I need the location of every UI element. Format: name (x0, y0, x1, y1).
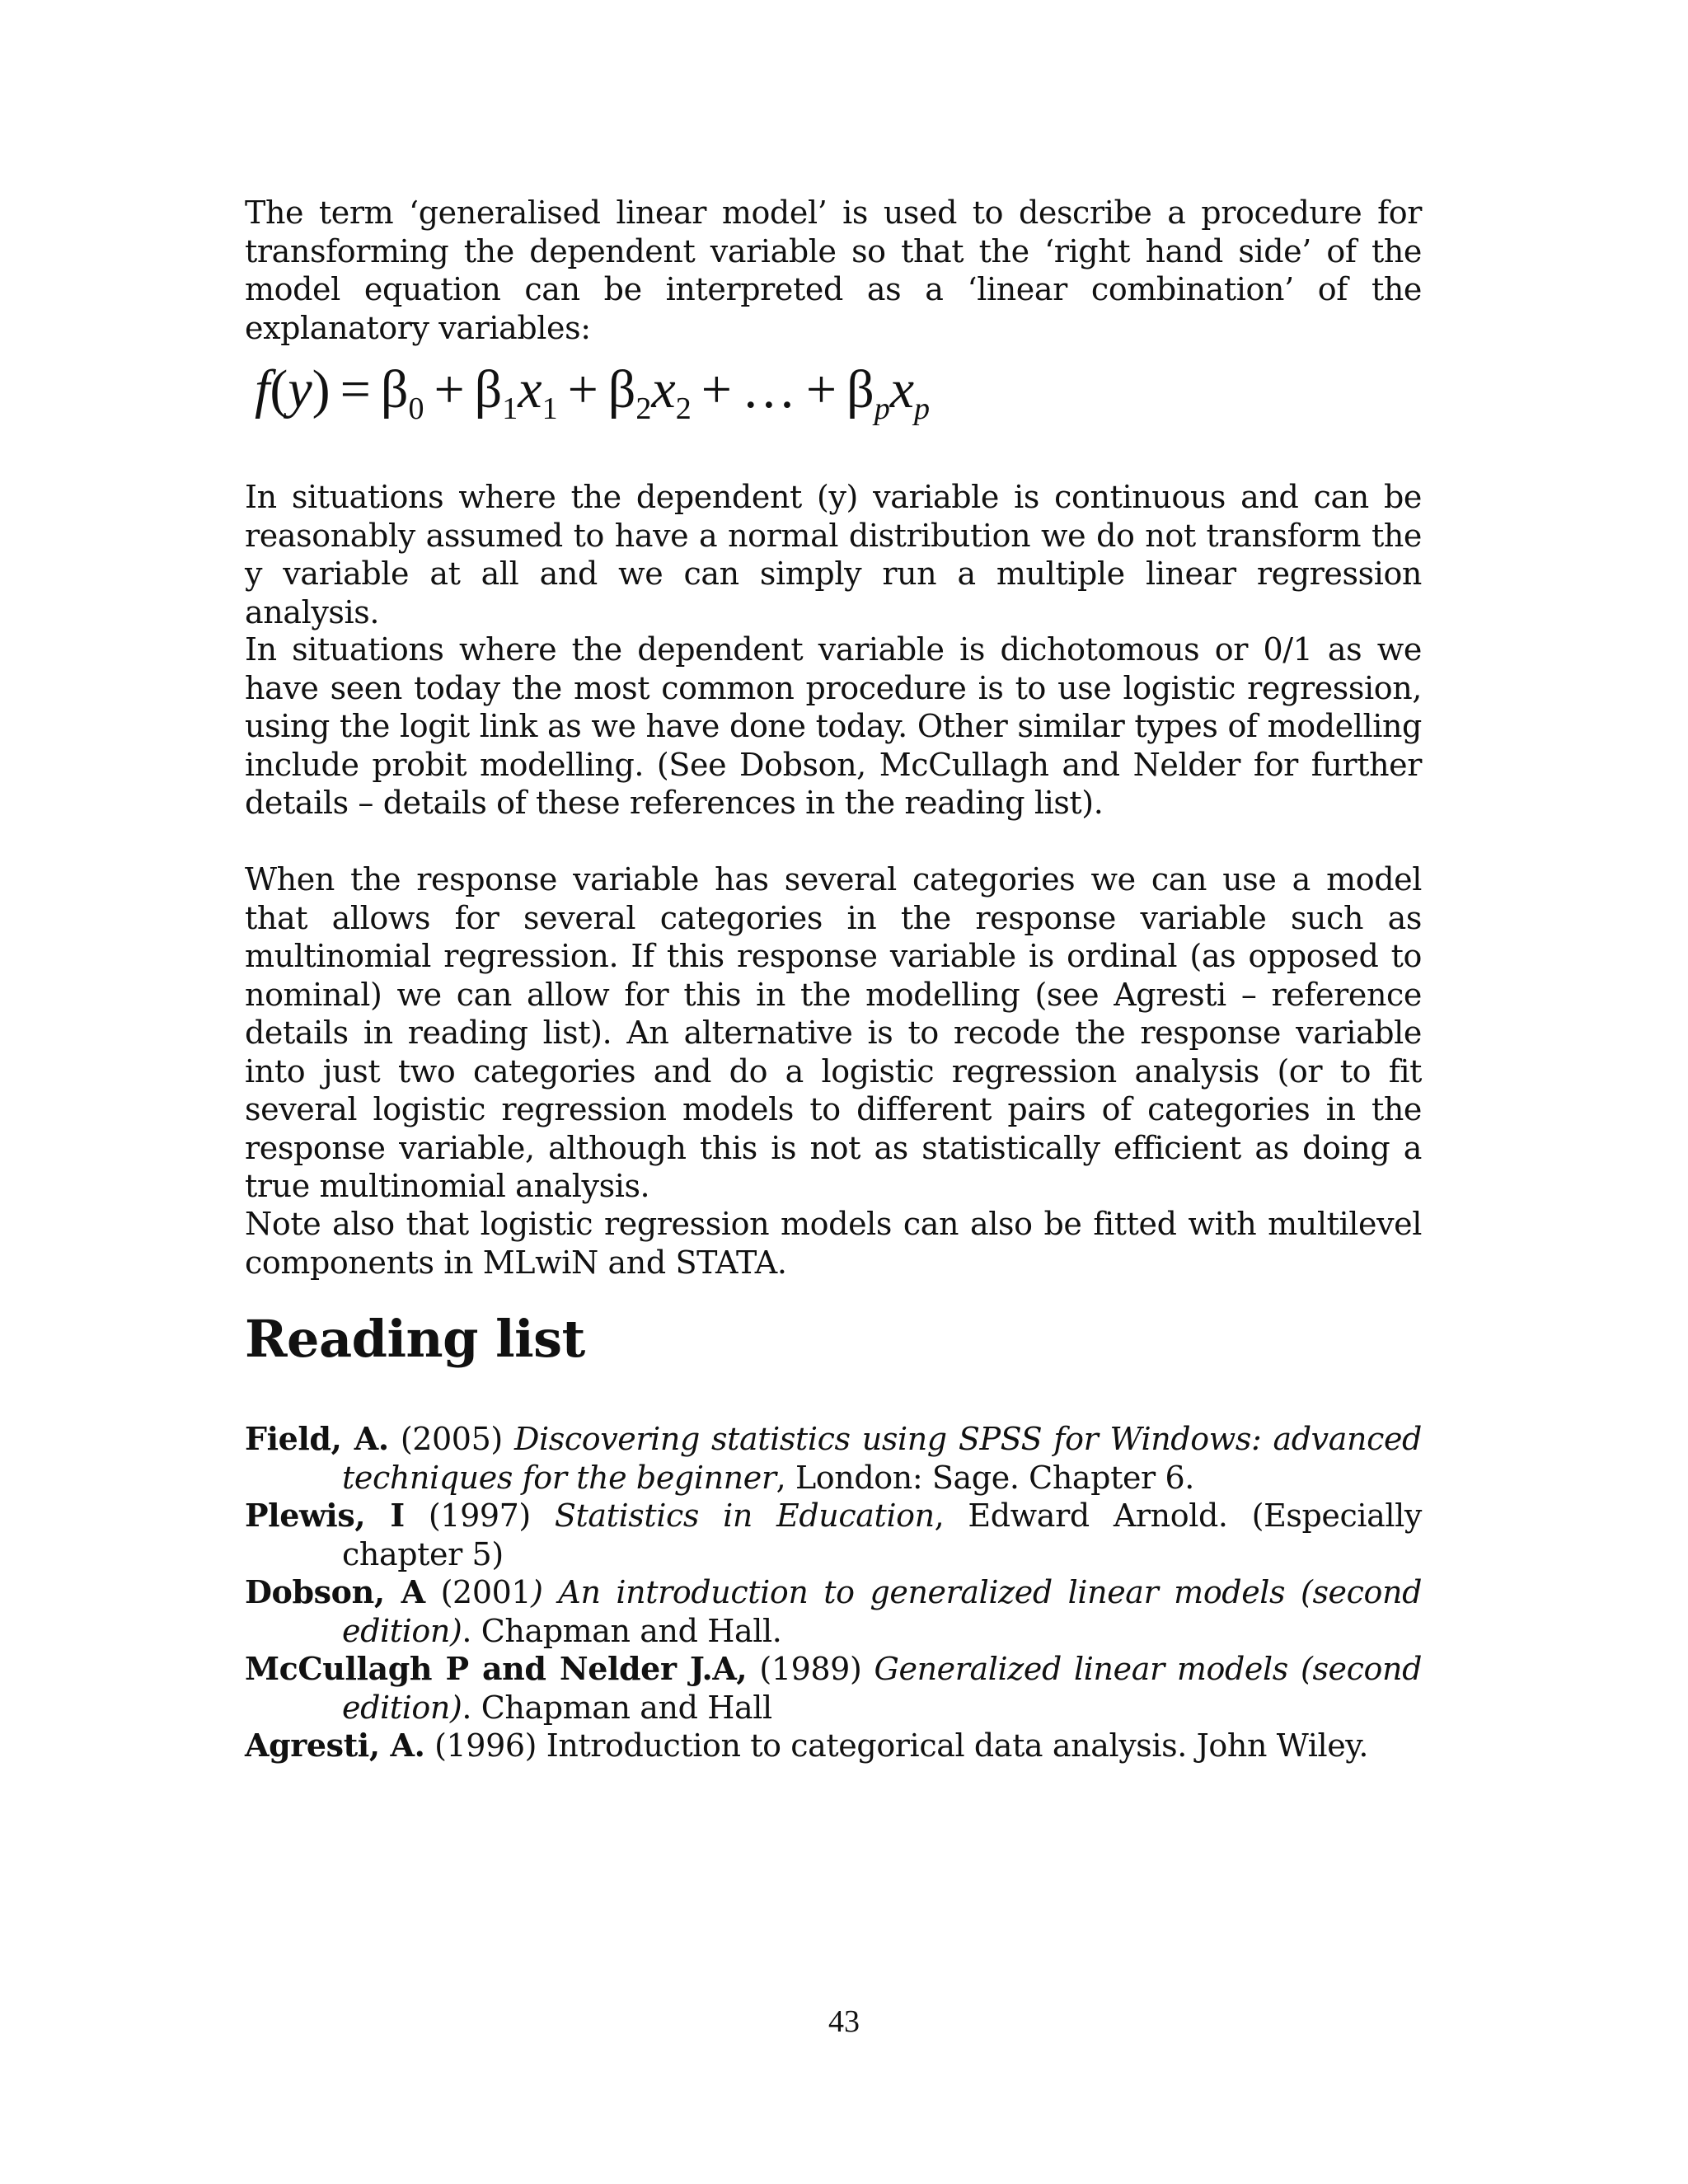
reference-publisher: , Edward Arnold. (Especially chapter 5) (342, 1497, 1422, 1572)
eq-sub-1b: 1 (542, 391, 558, 426)
reference-publisher: . Chapman and Hall. (462, 1612, 782, 1649)
eq-function-f: f (255, 359, 270, 419)
eq-sub-pa: p (874, 391, 890, 426)
paragraph-continuous-case: In situations where the dependent (y) variable is continuous and can be reasonably assumed to have a normal distribution we do not transform the y variable at all and we can simply run a multiple linear regression analysis. (245, 479, 1422, 630)
eq-rparen: ) (312, 359, 331, 419)
eq-beta-p: β (846, 359, 874, 419)
eq-y: y (288, 359, 312, 419)
reference-year: (2001 (424, 1574, 532, 1610)
reference-author: Dobson, A (245, 1573, 425, 1610)
paragraph-dichotomous-case: In situations where the dependent variable is dichotomous or 0/1 as we have seen today the most common procedure is to use logistic regression, using the logit link as we have done today. Other similar types of modelling include probit modelling. (See Dobson, McCullagh and Nelder for further details – details of these references in the reading list). (245, 631, 1422, 821)
reference-title: ) An introduction to generalized linear models (second edition) (342, 1574, 1422, 1649)
eq-x-1: x (518, 359, 542, 419)
eq-plus-2: + (567, 359, 598, 419)
eq-equals: = (340, 359, 371, 419)
eq-plus-1: + (434, 359, 465, 419)
eq-x-p: x (889, 359, 915, 419)
paragraph-glm-definition: The term ‘generalised linear model’ is used to describe a procedure for transforming the dependent variable so that the ‘right hand side’ of the model equation can be interpreted as a ‘linear combination’ of the explanatory variables: (245, 194, 1422, 346)
eq-sub-pb: p (914, 391, 931, 426)
paragraph-multinomial-case: When the response variable has several categories we can use a model that allows for several categories in the response variable such as multinomial regression. If this response variable is ordinal (as opposed to nominal) we can allow for this in the modelling (see Agresti – reference details in reading list). An alternative is to recode the response variable into just two categories and do a logistic regression analysis (or to fit several logistic regression models to different pairs of categories in the response variable, although this is not as statistically efficient as doing a true multinomial analysis. (245, 861, 1422, 1204)
reference-author: Plewis, I (245, 1497, 405, 1534)
eq-plus-4: + (805, 359, 837, 419)
reference-year: (1996) (424, 1727, 546, 1764)
eq-plus-3: + (701, 359, 732, 419)
eq-lparen: ( (270, 359, 288, 419)
reference-title: Statistics in Education (554, 1497, 935, 1534)
reference-author: Field, A. (245, 1420, 389, 1457)
reference-year: (1989) (747, 1651, 874, 1687)
eq-beta-2: β (607, 359, 636, 419)
reference-item (245, 1650, 1422, 1727)
reference-item (245, 1573, 1422, 1650)
reference-title: Discovering statistics using SPSS for Windows: advanced techniques for the beginner (342, 1421, 1422, 1496)
eq-sub-0: 0 (408, 391, 424, 426)
reference-author: McCullagh P and Nelder J.A, (245, 1650, 748, 1687)
reference-item (245, 1497, 1422, 1573)
reference-title: Generalized linear models (second edition) (342, 1651, 1422, 1726)
paragraph-multilevel-note: Note also that logistic regression models can also be fitted with multilevel components in MLwiN and STATA. (245, 1206, 1422, 1281)
reference-item (245, 1727, 1422, 1765)
eq-ellipsis: … (741, 359, 796, 419)
eq-beta-0: β (380, 359, 409, 419)
glm-equation (255, 349, 930, 431)
eq-sub-2a: 2 (635, 391, 652, 426)
page-number: 43 (828, 2004, 860, 2039)
reference-publisher: , London: Sage. Chapter 6. (776, 1459, 1194, 1496)
reading-list-heading: Reading list (245, 1309, 585, 1369)
reference-publisher: . Chapman and Hall (462, 1689, 772, 1726)
reference-item (245, 1420, 1422, 1497)
reference-publisher: Introduction to categorical data analysis. John Wiley. (546, 1727, 1369, 1764)
reference-author: Agresti, A. (245, 1727, 425, 1764)
eq-sub-1a: 1 (502, 391, 518, 426)
eq-x-2: x (651, 359, 676, 419)
reading-list (245, 1420, 1422, 1765)
reference-year: (2005) (388, 1421, 514, 1457)
reference-year: (1997) (404, 1497, 555, 1534)
eq-beta-1: β (474, 359, 503, 419)
eq-sub-2b: 2 (675, 391, 692, 426)
